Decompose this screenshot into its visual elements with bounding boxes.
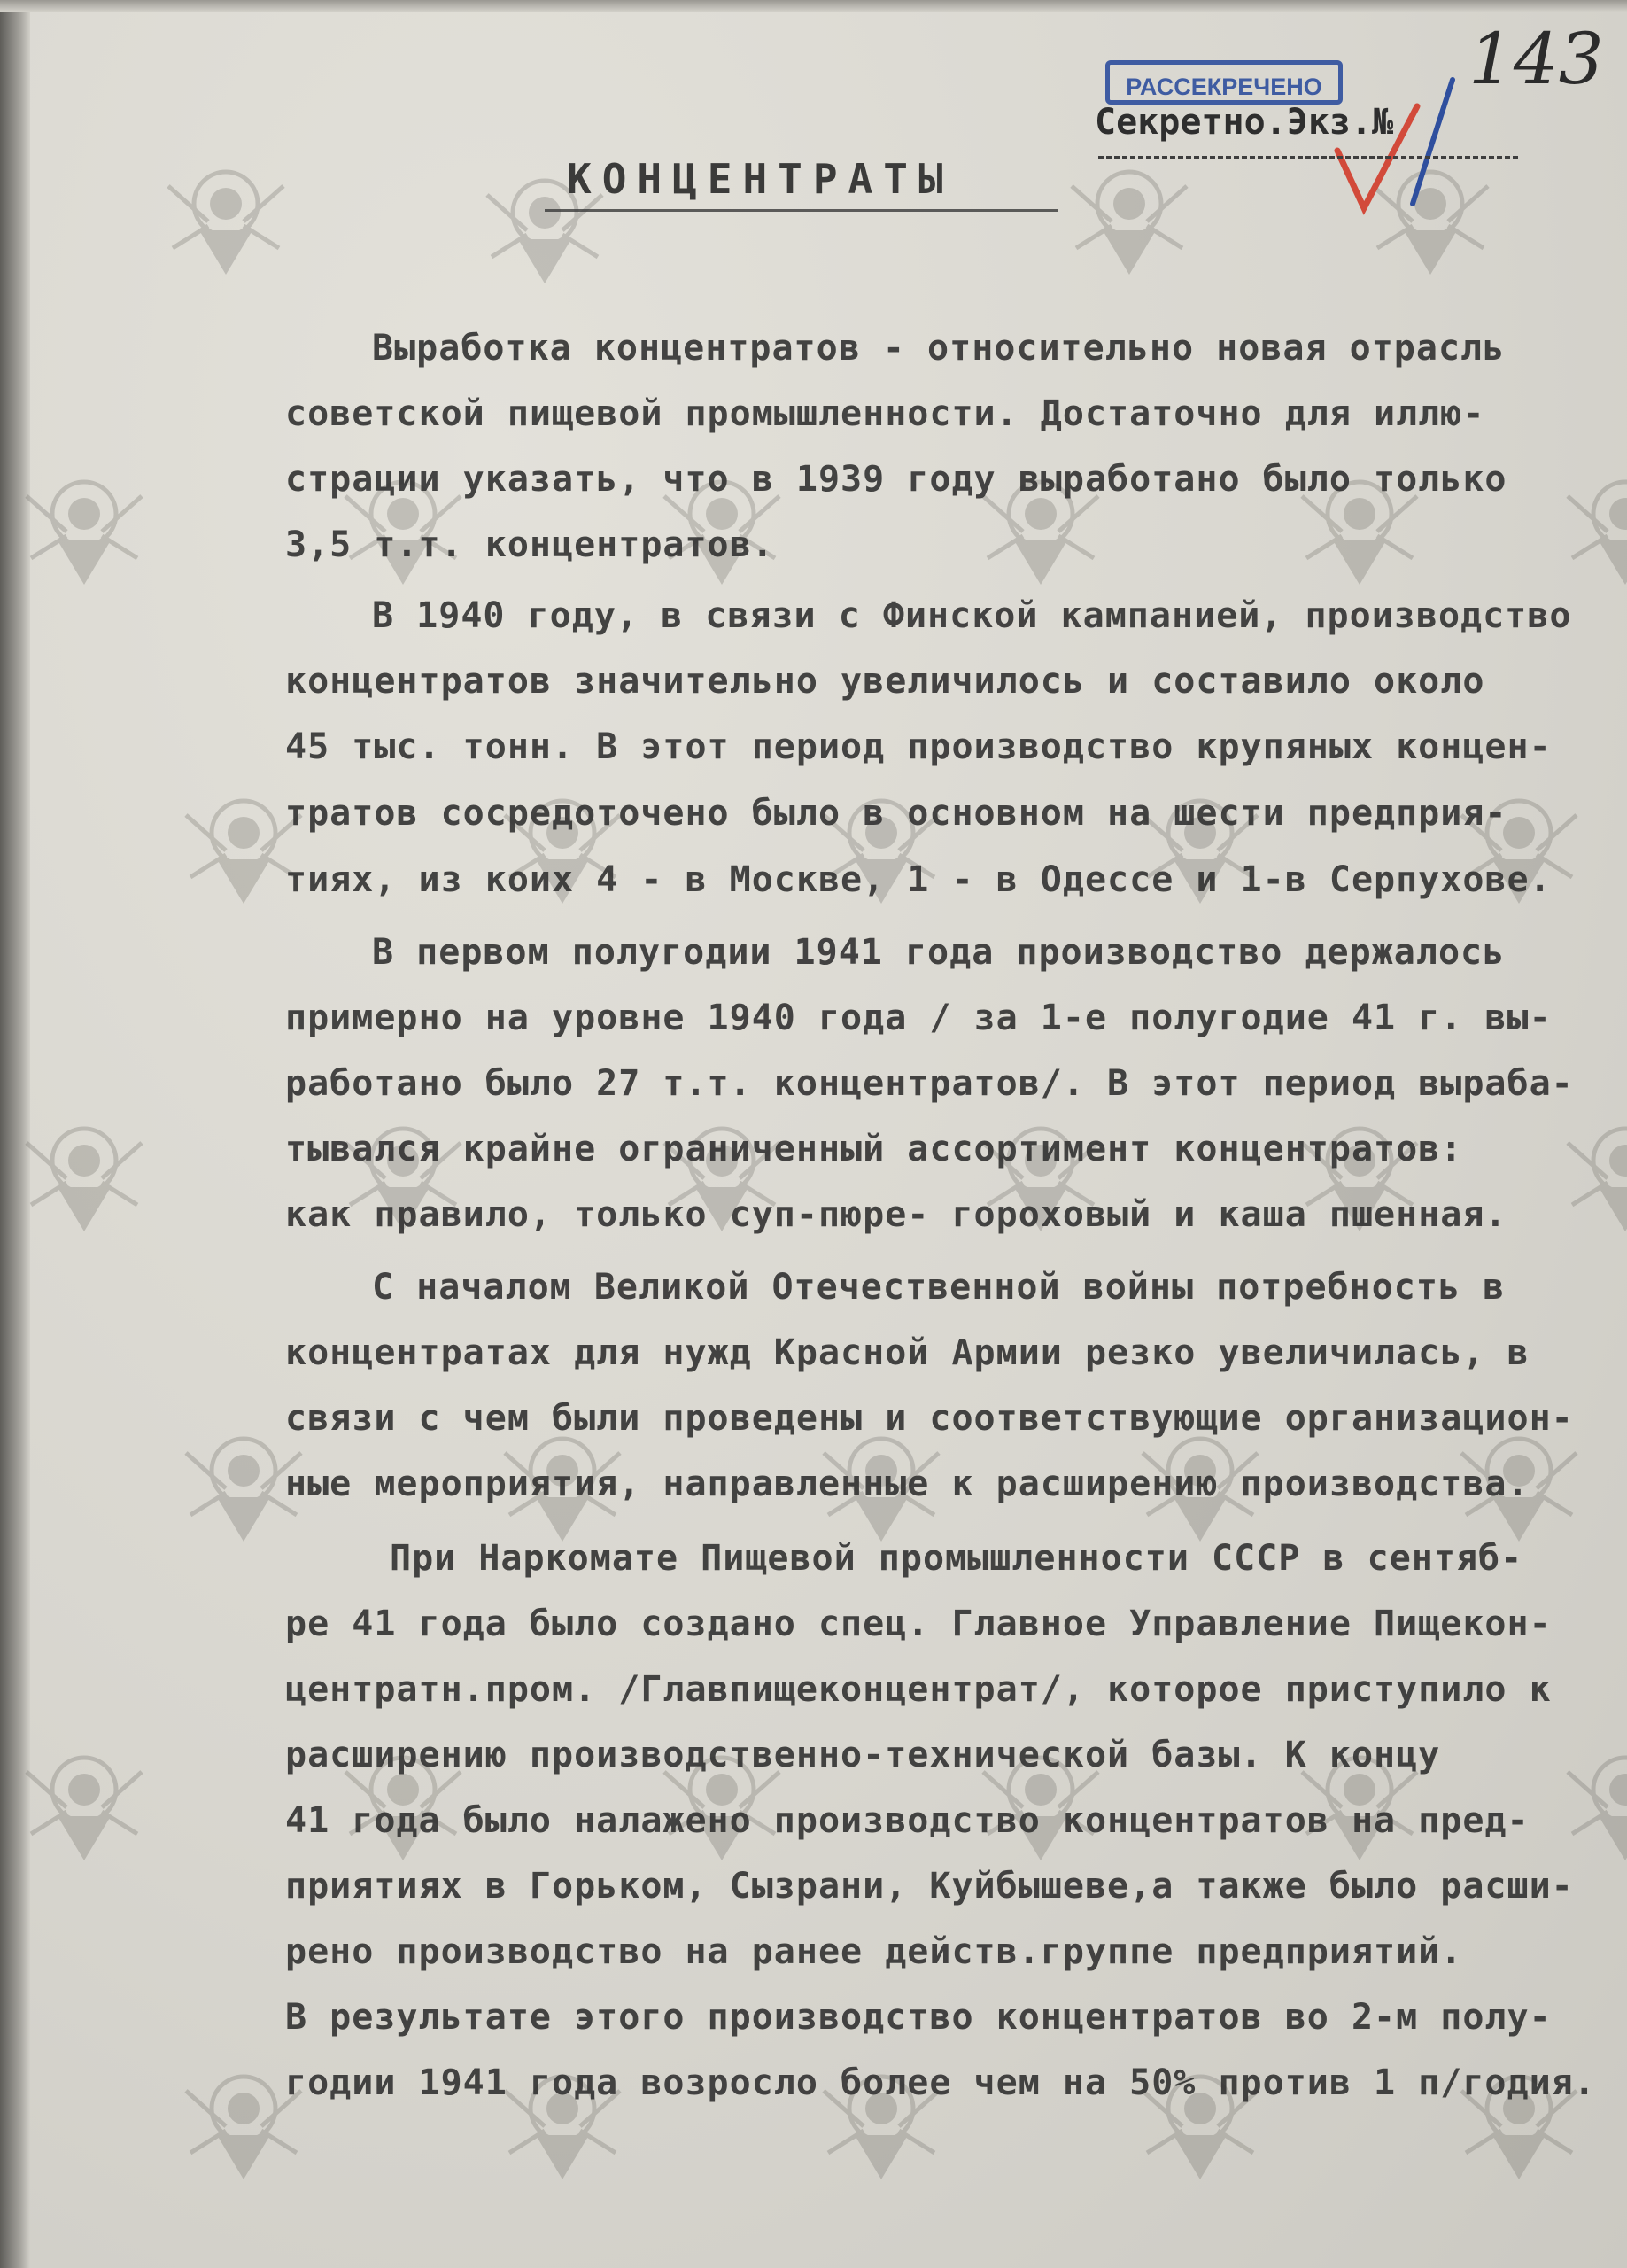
text-line: В результате этого производство концентратов во 2-м полу- (285, 1997, 1552, 2038)
text-line: расширению производственно-технической базы. К концу (285, 1735, 1441, 1775)
text-line: тратов сосредоточено было в основном на шести предприя- (285, 793, 1507, 834)
text-line: С началом Великой Отечественной войны потребность в (372, 1267, 1506, 1308)
text-line: как правило, только суп-пюре- гороховый и каша пшенная. (285, 1194, 1507, 1235)
watermark-emblem-icon (1559, 1736, 1627, 1869)
watermark-emblem-icon (1559, 461, 1627, 594)
folio-number: 143 (1468, 18, 1604, 100)
watermark-emblem-icon (159, 151, 292, 284)
text-line: 45 тыс. тонн. В этот период производство крупяных концен- (285, 726, 1552, 767)
text-line: годии 1941 года возросло более чем на 50% против 1 п/годия. (285, 2062, 1596, 2103)
declassified-stamp: РАССЕКРЕЧЕНО (1105, 60, 1343, 105)
text-line: приятиях в Горьком, Сызрани, Куйбышеве,а также было расши- (285, 1866, 1574, 1907)
secret-dash-line (1098, 156, 1518, 159)
watermark-emblem-icon (18, 1736, 151, 1869)
text-line: ре 41 года было создано спец. Главное Управление Пищекон- (285, 1604, 1552, 1644)
watermark-emblem-icon (18, 461, 151, 594)
text-line: При Наркомате Пищевой промышленности СССР в сентяб- (390, 1538, 1523, 1579)
text-line: тывался крайне ограниченный ассортимент концентратов: (285, 1129, 1463, 1169)
document-title: КОНЦЕНТРАТЫ (567, 155, 954, 203)
watermark-emblem-icon (1559, 1107, 1627, 1240)
text-line: концентратов значительно увеличилось и составило около (285, 661, 1485, 702)
text-line: страции указать, что в 1939 году выработано было только (285, 459, 1507, 500)
text-line: связи с чем были проведены и соответствующие организацион- (285, 1398, 1574, 1439)
watermark-emblem-icon (1063, 151, 1196, 284)
text-line: 3,5 т.т. концентратов. (285, 524, 774, 565)
text-line: Выработка концентратов - относительно новая отрасль (372, 328, 1506, 369)
text-line: концентратах для нужд Красной Армии резко увеличилась, в (285, 1332, 1530, 1373)
text-line: В первом полугодии 1941 года производство держалось (372, 932, 1506, 973)
title-underline (545, 209, 1058, 212)
secret-label: Секретно.Экз.№ (1095, 102, 1394, 143)
text-line: центратн.пром. /Главпищеконцентрат/, которое приступило к (285, 1669, 1552, 1710)
text-line: рено производство на ранее действ.группе предприятий. (285, 1931, 1463, 1972)
text-line: работано было 27 т.т. концентратов/. В этот период выраба- (285, 1063, 1574, 1104)
text-line: 41 года было налажено производство концентратов на пред- (285, 1800, 1530, 1841)
text-line: тиях, из коих 4 - в Москве, 1 - в Одессе и 1-в Серпухове. (285, 859, 1552, 900)
text-line: советской пищевой промышленности. Достаточно для иллю- (285, 393, 1485, 434)
watermark-emblem-icon (18, 1107, 151, 1240)
text-line: ные мероприятия, направленные к расширению производства. (285, 1464, 1530, 1504)
text-line: примерно на уровне 1940 года / за 1-е полугодие 41 г. вы- (285, 998, 1552, 1038)
text-line: В 1940 году, в связи с Финской кампанией, производство (372, 595, 1572, 636)
page-edge-top (0, 0, 1627, 12)
